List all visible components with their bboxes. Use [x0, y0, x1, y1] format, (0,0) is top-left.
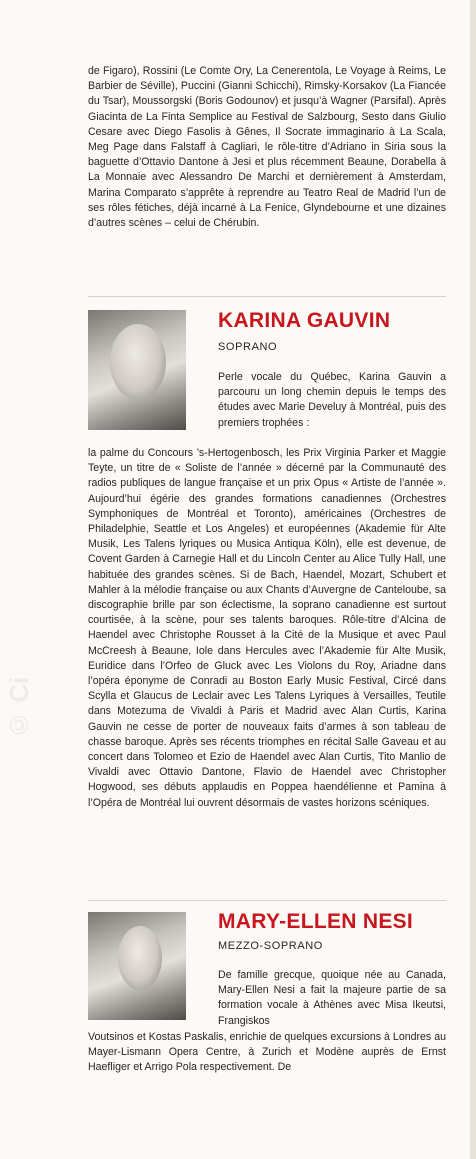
- artist-role-karina-gauvin: SOPRANO: [218, 341, 278, 353]
- bio-lead-karina-gauvin: Perle vocale du Québec, Karina Gauvin a parcouru un long chemin depuis le temps des études avec Marie Develuy à Montréal, puis des premiers trophées :: [218, 371, 446, 429]
- artist-role-mary-ellen-nesi: MEZZO-SOPRANO: [218, 940, 323, 952]
- page-edge: [470, 0, 476, 1159]
- bio-lead-mary-ellen-nesi: De famille grecque, quoique née au Canada, Mary-Ellen Nesi a fait la majeure partie de sa formation vocale à Athènes avec Misa Ikeutsi, Frangiskos: [218, 969, 446, 1027]
- artist-name-karina-gauvin: KARINA GAUVIN: [218, 309, 391, 332]
- mary-ellen-nesi-photo: [88, 912, 186, 1020]
- artist-name-mary-ellen-nesi: MARY-ELLEN NESI: [218, 910, 414, 933]
- intro-paragraph: de Figaro), Rossini (Le Comte Ory, La Cenerentola, Le Voyage à Reims, Le Barbier de Séville), Puccini (Gianni Schicchi), Rimsky-Korsakov (La Fiancée du Tsar), Moussorgski (Boris Godounov) et jusqu’à Wagner (Parsifal). Après Giacinta de La Finta Semplice au Festival de Salzbourg, Sesto dans Giulio Cesare avec Diego Fasolis à Gênes, Il Socrate immaginario à La Scala, Meg Page dans Falstaff à Cagliari, le rôle-titre d’Adriano in Siria sous la baguette d’Ottavio Dantone à Jesi et plus récemment Beaune, Dorabella à La Monnaie avec Alessandro De Marchi et dernièrement à Amsterdam, Marina Comparato s’apprête à reprendre au Teatro Real de Madrid l’un de ses rôles fétiches, déjà incarné à La Fenice, Glyndebourne et une dizaines d’autres scènes – celui de Chérubin.: [88, 65, 446, 230]
- bio-text-mary-ellen-nesi: Voutsinos et Kostas Paskalis, enrichie de quelques excursions à Londres au Mayer-Lismann Opera Centre, à Zurich et Modène auprès de Ernst Haefliger et Arrigo Pola respectivement. De: [88, 1031, 446, 1074]
- section-divider: [88, 900, 446, 901]
- portrait-face: [110, 324, 166, 400]
- bio-text-karina-gauvin: la palme du Concours ’s-Hertogenbosch, les Prix Virginia Parker et Maggie Teyte, un titre de « Soliste de l’année » décerné par la Communauté des radios publiques de langue française et un prix Opus « Artiste de l’année ». Aujourd’hui égérie des grandes formations canadiennes (Orchestres Symphoniques de Montréal et Toronto), américaines (Orchestres de Philadelphie, Seattle et Los Angeles) et européennes (Akademie für Alte Musik, Les Talens lyriques ou Musica Antiqua Köln), elle est devenue, de Covent Garden à Carnegie Hall et du Lincoln Center au Alice Tully Hall, une habituée des grandes scènes. Si de Bach, Haendel, Mozart, Schubert et Mahler à la mélodie française ou aux Chants d’Auvergne de Canteloube, sa discographie brille par son éclectisme, la soprano canadienne est surtout courtisée, à la scène, pour ses talents baroques. Rôle-titre d’Alcina de Haendel avec Christophe Rousset à la Cité de la Musique et avec Paul McCreesh à Beaune, Iole dans Hercules avec l’Akademie für Alte Musik, Euridice dans l’Orfeo de Gluck avec Les Violons du Roy, Ariadne dans l’opéra éponyme de Conradi au Boston Early Music Festival, Circé dans Scylla et Glaucus de Leclair avec Les Talens Lyriques à Versailles, Teutile dans Motezuma de Vivaldi à Paris et Madrid avec Alan Curtis, Karina Gauvin ne cesse de porter de nouveaux faits d’armes à son tableau de chasse baroque. Après ses récents triomphes en récital Salle Gaveau et au concert dans Tolomeo et Ezio de Haendel avec Alan Curtis, Tito Manlio de Vivaldi avec Ottavio Dantone, Flavio de Haendel avec Christopher Hogwood, ses débuts applaudis en Poppea haendélienne et Pamina à l’Opéra de Montréal lui ouvrent désormais de vastes horizons scéniques.: [88, 447, 446, 809]
- copyright-watermark: © Ci: [4, 676, 34, 740]
- karina-gauvin-photo: [88, 310, 186, 430]
- section-divider: [88, 296, 446, 297]
- portrait-face: [118, 926, 162, 990]
